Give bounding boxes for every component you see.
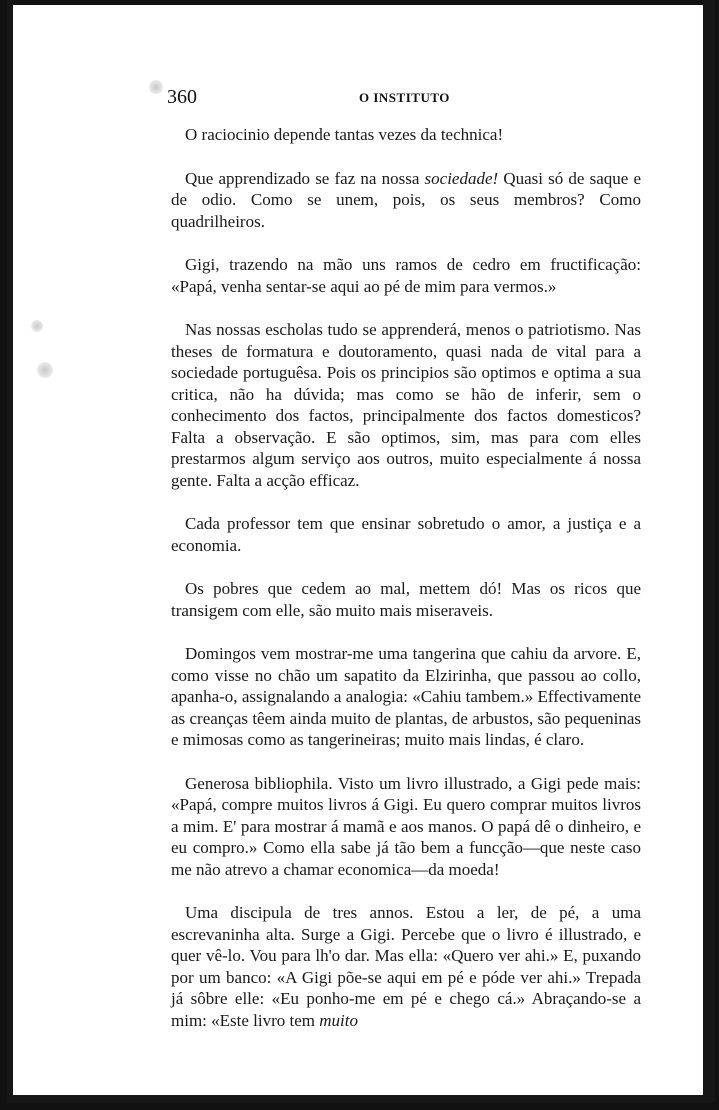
page-number: 360 xyxy=(167,86,197,108)
paragraph-text: Nas nossas escholas tudo se apprenderá, menos o patriotismo. Nas theses de formatura e doutoramento, quasi nada de vital para a sociedade portuguêsa. Pois os principios são optimos e optima a sua critica, não ha dúvida; mas como se hão de inferir, sem o conhecimento dos factos, principalmente dos factos domesticos? Falta a observação. E são optimos, sim, mas para com elles prestarmos algum serviço aos outros, muito especialmente á nossa gente. Falta a acção efficaz. xyxy=(171,320,641,490)
paragraph-text: Cada professor tem que ensinar sobretudo o amor, a justiça e a economia. xyxy=(171,514,641,555)
scan-edge-top xyxy=(7,0,719,5)
paragraph-text: Uma discipula de tres annos. Estou a ler, de pé, a uma escrevaninha alta. Surge a Gigi. Percebe que o livro é illustrado, e quer vê-lo. Vou para lh'o dar. Mas ella: «Quero ver ahi.» E, puxando por um banco: «A Gigi põe-se aqui em pé e póde ver ahi.» Trepada já sôbre elle: «Eu ponho-me em pé e chego cá.» Abraçando-se a mim: «Este livro tem xyxy=(171,903,641,1030)
scan-edge-left xyxy=(7,0,13,1110)
scan-edge-right xyxy=(703,0,715,1110)
paragraph xyxy=(171,902,641,1031)
paragraph-text: Que apprendizado se faz na nossa xyxy=(185,168,425,188)
paragraph-text: Quasi só de saque e de odio. Como se unem, pois, os seus membros? Como quadrilheiros. xyxy=(171,168,641,231)
italic-text: muito xyxy=(319,1010,358,1030)
paragraph xyxy=(171,254,641,297)
paragraph-text: Os pobres que cedem ao mal, mettem dó! Mas os ricos que transigem com elle, são muito mais miseraveis. xyxy=(171,579,641,620)
paragraph xyxy=(171,319,641,491)
paragraph xyxy=(171,513,641,556)
scan-edge-bottom xyxy=(7,1095,719,1103)
body-text xyxy=(171,124,641,1031)
paragraph xyxy=(171,643,641,751)
paragraph xyxy=(171,773,641,881)
paragraph xyxy=(171,578,641,621)
paragraph xyxy=(171,124,641,146)
paragraph-text: Gigi, trazendo na mão uns ramos de cedro em fructificação: «Papá, venha sentar-se aqui ao pé de mim para vermos.» xyxy=(171,255,641,296)
page-header xyxy=(167,86,652,112)
running-title: O INSTITUTO xyxy=(359,90,450,105)
paragraph-text: O raciocinio depende tantas vezes da technica! xyxy=(185,125,504,144)
paper-speck xyxy=(31,320,43,332)
paragraph xyxy=(171,168,641,233)
paragraph-text: Generosa bibliophila. Visto um livro illustrado, a Gigi pede mais: «Papá, compre muitos livros á Gigi. Eu quero comprar muitos livros a mim. E' para mostrar á mamã e aos manos. O papá dê o dinheiro, e eu compro.» Como ella sabe já tão bem a funcção—que neste caso me não atrevo a chamar economica—da moeda! xyxy=(171,773,641,879)
paragraph-text: Domingos vem mostrar-me uma tangerina que cahiu da arvore. E, como visse no chão um sapatito da Elzirinha, que passou ao collo, apanha-o, assignalando a analogia: «Cahiu tambem.» Effectivamente as creanças têem ainda muito de plantas, de arbustos, são pequeninas e mimosas como as tangerineiras; muito mais lindas, é claro. xyxy=(171,644,641,749)
paper-speck xyxy=(37,362,53,378)
italic-text: sociedade! xyxy=(424,168,499,188)
paper-speck xyxy=(149,80,163,94)
